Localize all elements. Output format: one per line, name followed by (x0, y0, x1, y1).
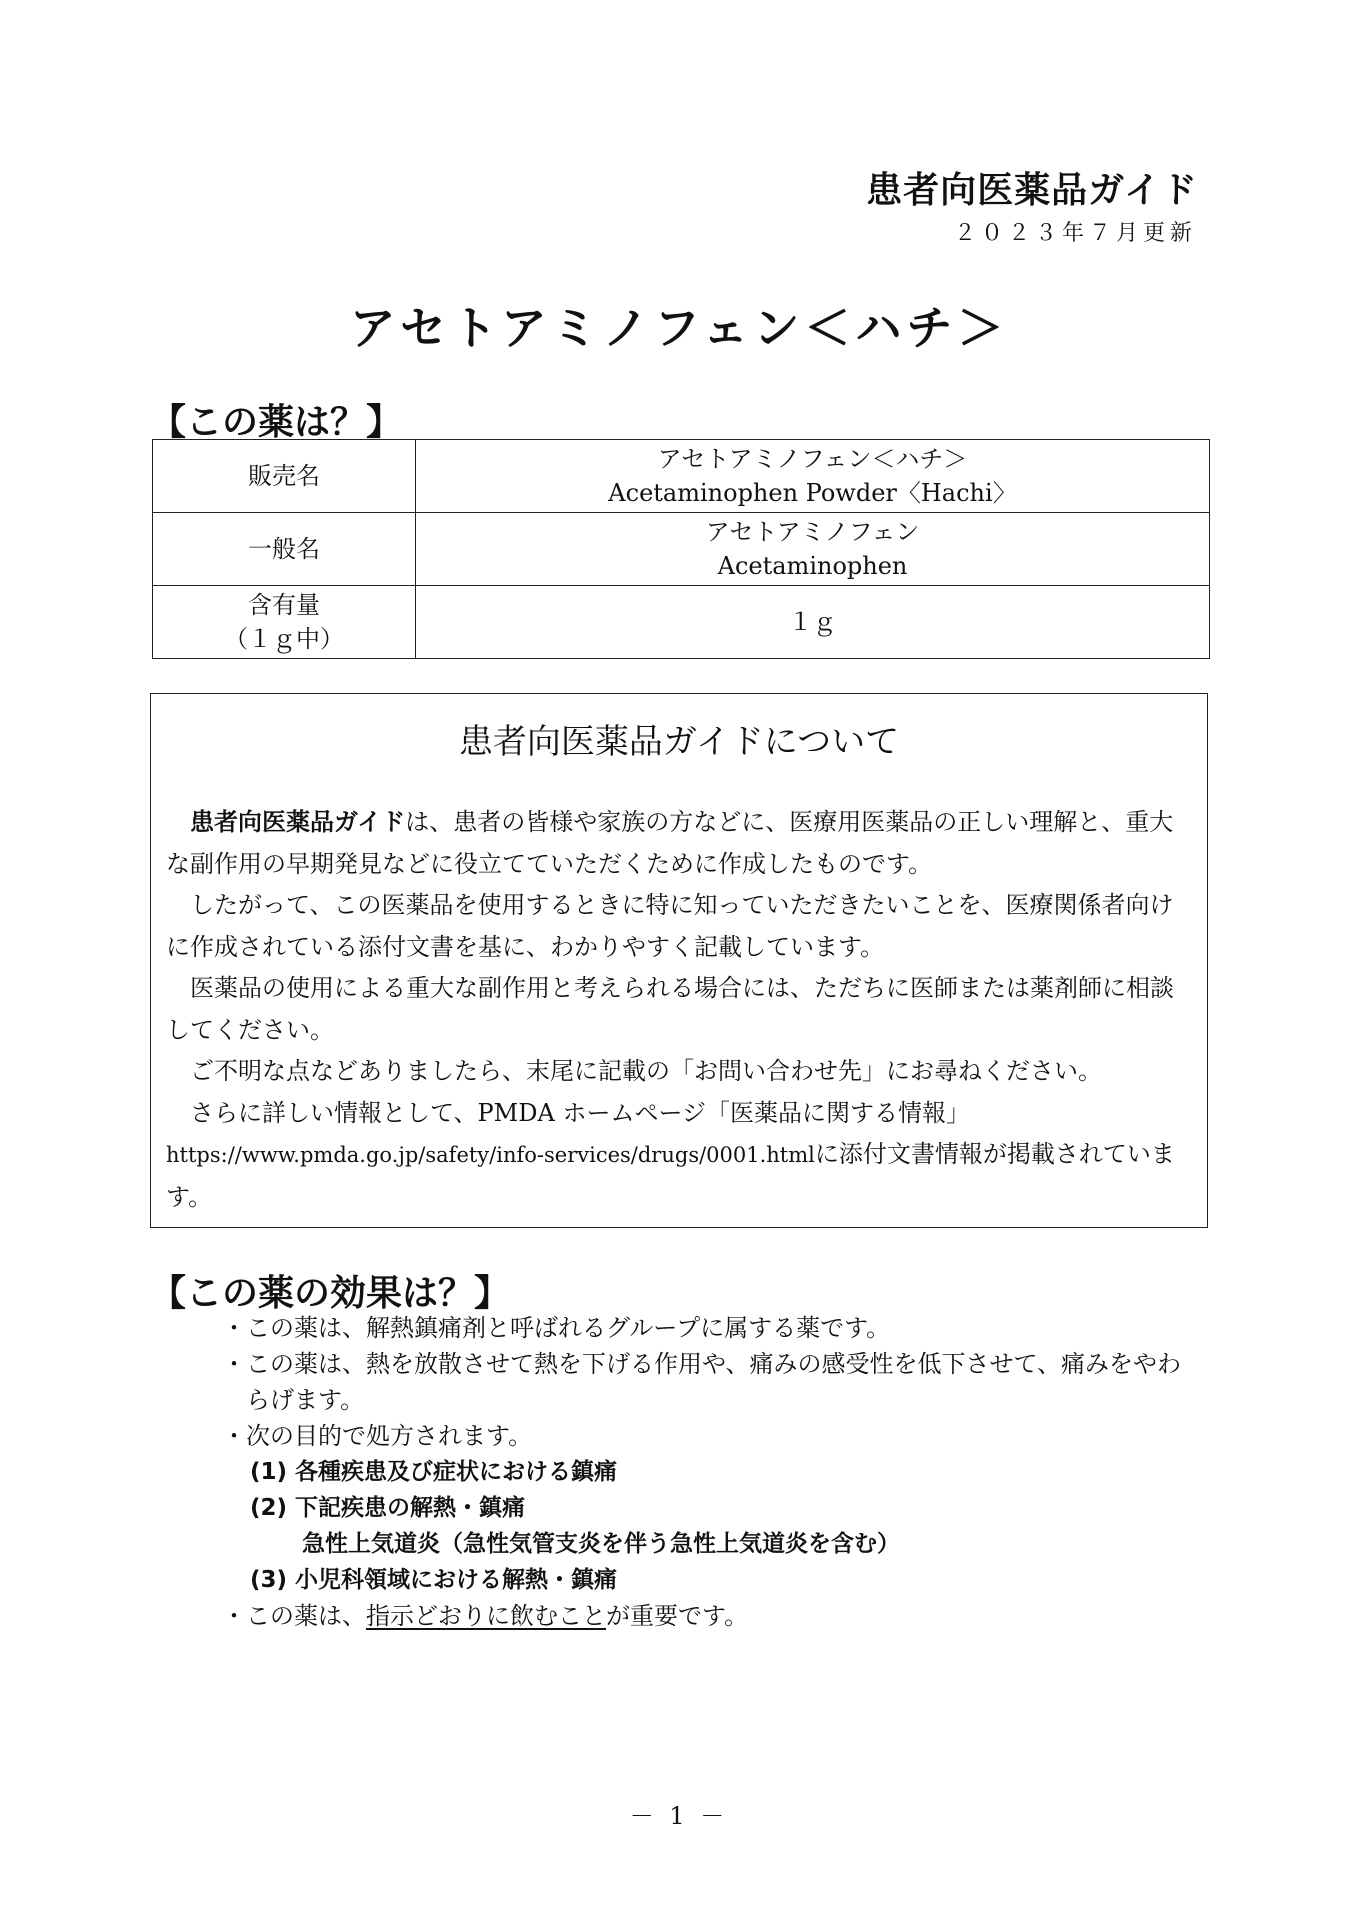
guide-box-heading: 患者向医薬品ガイドについて (458, 722, 900, 762)
list-text: ・この薬は、 (222, 1602, 366, 1630)
drug-info-table (152, 439, 1210, 659)
list-item: ・この薬は、解熱鎮痛剤と呼ばれるグループに属する薬です。 (222, 1314, 891, 1342)
table-row (153, 440, 1210, 513)
list-item: ・次の目的で処方されます。 (222, 1422, 533, 1450)
guide-paragraph: したがって、この医薬品を使用するときに特に知っていただきたいことを、医療関係者向けに作成されている添付文書を基に、わかりやすく記載しています。 (166, 891, 1174, 961)
pmda-url-link[interactable]: https://www.pmda.go.jp/safety/info-services/drugs/0001.html (166, 1143, 815, 1167)
row-label-generic-name: 一般名 (153, 513, 416, 586)
row-value-brand-name (416, 440, 1210, 513)
table-row (153, 513, 1210, 586)
guide-term-bold: 患者向医薬品ガイド (190, 808, 406, 836)
content-label: 含有量 (248, 591, 320, 619)
row-value-generic-name (416, 513, 1210, 586)
effects-list (222, 1310, 1202, 1634)
row-label-content (153, 586, 416, 659)
guide-paragraph (166, 802, 1193, 885)
guide-text: は、患者の皆様や家族の方などに、医療用医薬品の正しい理解と、重大な副作用の早期発見などに役立てていただくために作成したものです。 (166, 808, 1174, 878)
table-row (153, 586, 1210, 659)
indication-item: (1) 各種疾患及び症状における鎮痛 (250, 1459, 618, 1485)
brand-name-ja: アセトアミノフェン＜ハチ＞ (657, 445, 968, 473)
drug-title: アセトアミノフェン＜ハチ＞ (349, 301, 1009, 355)
guide-paragraph (166, 1093, 1193, 1219)
list-item: ・この薬は、熱を放散させて熱を下げる作用や、痛みの感受性を低下させて、痛みをやわらげます。 (222, 1350, 1182, 1414)
indication-item: (3) 小児科領域における解熱・鎮痛 (250, 1567, 618, 1593)
document-type-label: 患者向医薬品ガイド (866, 170, 1198, 211)
update-date: ２０２３年７月更新 (953, 221, 1197, 246)
page-number: － 1 － (629, 1802, 729, 1830)
generic-name-ja: アセトアミノフェン (705, 518, 920, 546)
guide-paragraph: 医薬品の使用による重大な副作用と考えられる場合には、ただちに医師または薬剤師に相談してください。 (166, 974, 1174, 1044)
row-value-content: １ｇ (416, 586, 1210, 659)
content-label-sub: （１ｇ中） (224, 625, 344, 653)
generic-name-en: Acetaminophen (717, 552, 908, 580)
guide-box-body (166, 802, 1193, 1218)
guide-about-box (150, 693, 1208, 1228)
brand-name-en: Acetaminophen Powder〈Hachi〉 (608, 479, 1017, 507)
guide-text: に添付文書情報が掲載されています。 (166, 1140, 1175, 1211)
list-text: が重要です。 (606, 1602, 749, 1630)
indication-detail: 急性上気道炎（急性気管支炎を伴う急性上気道炎を含む） (302, 1531, 900, 1557)
row-label-brand-name: 販売名 (153, 440, 416, 513)
guide-text: さらに詳しい情報として、PMDA ホームページ「医薬品に関する情報」 (190, 1098, 970, 1127)
indication-item: (2) 下記疾患の解熱・鎮痛 (250, 1495, 526, 1521)
section-heading-what-is-this: 【この薬は？】 (150, 402, 403, 443)
guide-paragraph: ご不明な点などありましたら、末尾に記載の「お問い合わせ先」にお尋ねください。 (190, 1057, 1102, 1085)
section-heading-effects: 【この薬の効果は？】 (150, 1273, 511, 1314)
underlined-emphasis: 指示どおりに飲むこと (366, 1602, 606, 1630)
list-item (222, 1598, 1202, 1634)
